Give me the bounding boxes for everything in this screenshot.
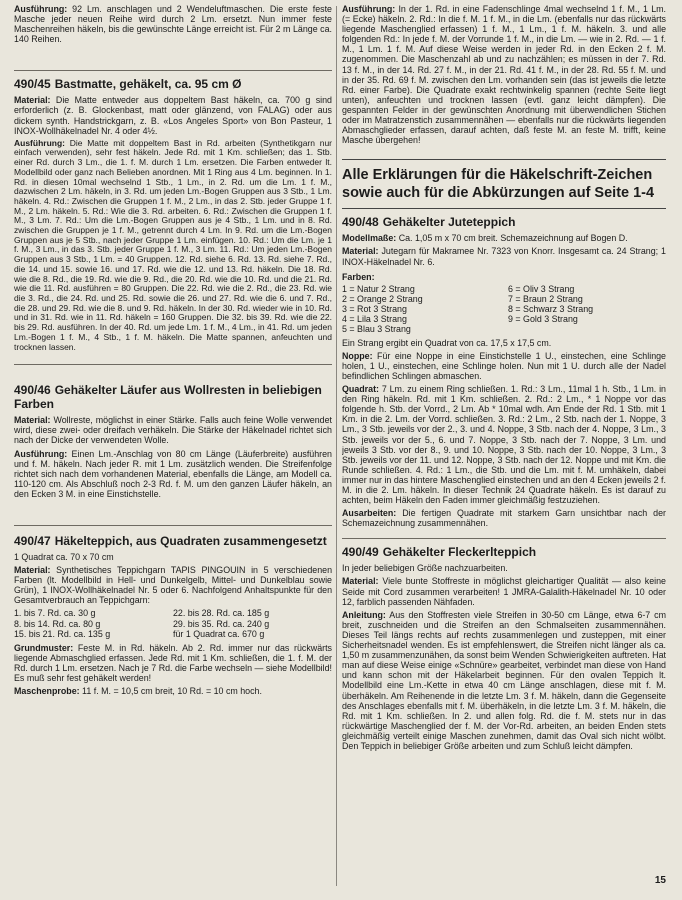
- section-title: Häkelteppich, aus Quadraten zusammengesetzt: [54, 533, 327, 548]
- lead-label: Ausführung:: [14, 4, 68, 14]
- column-divider: [336, 6, 337, 886]
- paragraph-text: Synthetisches Teppichgarn TAPIS PINGOUIN in 5 verschiedenen Farben (lt. Modellbild in Hell- und Dunkelgelb, Mittel- und Dunkelblau sowie Grün), 1 INOX-Wollhäkelnadel Nr. 5 oder 6. Nachfolgend Anhaltspunkte für den Gesamtverbrauch an Teppichgarn:: [14, 565, 332, 606]
- strand-note: Ein Strang ergibt ein Quadrat von ca. 17,5 x 17,5 cm.: [342, 337, 552, 348]
- section-heading: [14, 383, 332, 411]
- table-cell: 15. bis 21. Rd. ca. 135 g: [14, 628, 111, 639]
- lead-label: Ausführung:: [342, 4, 396, 14]
- material-paragraph: [342, 576, 666, 606]
- section-number: 490/46: [14, 383, 51, 398]
- material-paragraph: [14, 415, 332, 445]
- right-column: [342, 0, 666, 754]
- section-number: 490/47: [14, 533, 51, 548]
- lead-label: Ausarbeiten:: [342, 508, 397, 519]
- material-paragraph: [14, 565, 332, 605]
- lead-label: Farben:: [342, 271, 375, 282]
- paragraph-text: Viele bunte Stoffreste in möglichst gleichartiger Qualität — also keine Seide mit Cord zusammen verarbeiten! 1 JMRA-Galalith-Häkelnadel Nr. 10 oder 12, farblich passenden Nähfaden.: [342, 576, 666, 607]
- square-paragraph: [342, 384, 666, 505]
- section-heading: [342, 545, 666, 559]
- section-rule: [14, 70, 332, 71]
- material-paragraph: [342, 246, 666, 266]
- finishing-paragraph: [342, 508, 666, 528]
- list-item: 2 = Orange 2 Strang: [342, 293, 423, 304]
- section-number: 490/45: [14, 77, 51, 92]
- list-item: 4 = Lila 3 Strang: [342, 313, 407, 324]
- table-cell: 29. bis 35. Rd. ca. 240 g: [173, 618, 270, 629]
- section-490-48: [342, 215, 666, 528]
- section-heading: [342, 215, 666, 229]
- lead-label: Quadrat:: [342, 384, 379, 395]
- lead-label: Material:: [342, 246, 379, 257]
- left-top-paragraph: [14, 4, 332, 44]
- lead-label: Anleitung:: [342, 609, 386, 620]
- yarn-usage-table: [14, 608, 332, 639]
- list-item: 1 = Natur 2 Strang: [342, 283, 415, 294]
- table-cell: 22. bis 28. Rd. ca. 185 g: [173, 608, 270, 619]
- section-number: 490/49: [342, 545, 379, 560]
- lead-label: Material:: [14, 415, 51, 426]
- paragraph-text: 7 Lm. zu einem Ring schließen. 1. Rd.: 3 Lm., 11mal 1 h. Stb., 1 Lm. in den Ring häkeln. Rd. mit 1 Km. schließen. 2. Rd.: 2 Lm., * 1 Noppe vor das folgende h. Stb. der Vorrd., 2 Lm. Ab * 10mal wdh. Am Ende der Rd. 1 Stb. mit 1 Km. in die 2. Lm. der Vorrd. schließen. 3. Rd.: 2 Lm., 2 Stb. nach der 1. Noppe, 3 Lm., 3 Stb. jeweils vor der 2., 3. und 4. Noppe, 3 Stb. nach der 4. Noppe, 3 Lm., 3 Stb. jeweils vor der 5., 6. und 7. Noppe, 3 Stb. nach der 7. Noppe, 3 Lm. und jeweils 3 Stb. vor der 8., 9. und 10. Noppe, 3 Stb. nach der 10. Noppe, 3 Lm., 3 Stb. jeweils vor der 11. und 12. Noppe, 3 Stb. nach der 12. Noppe und mit Km. die Runde schließen. 4. Rd.: 1 Lm., die Stb. und die Lm. mit f. M. umhäkeln, dabei immer nur in das hintere Maschenglied einstechen und an den 4 Ecken jeweils 2 f. M. in die 2. Lm. häkeln. In dieser Technik 24 Quadrate häkeln. Es ist darauf zu achten, beim Häkeln den Faden immer gleichmäßig festzuziehen.: [342, 384, 666, 506]
- lead-label: Material:: [342, 576, 379, 587]
- section-rule: [14, 525, 332, 526]
- page-number: 15: [654, 875, 666, 886]
- right-top-paragraph: [342, 4, 666, 145]
- section-rule: [14, 364, 332, 365]
- dimensions-paragraph: [342, 233, 666, 243]
- bobble-paragraph: [342, 351, 666, 381]
- paragraph-text: Feste M. in Rd. häkeln. Ab 2. Rd. immer nur das rückwärts liegende Abmaschglied erfassen. Jede Rd. mit 1 Km. schließen, die 1. f. M. der Rd. durch 1 Lm. ersetzen. Nach je 7 Rd. die Farbe wechseln — siehe Modellbild! Es muß sehr fest gehäkelt werden!: [14, 643, 332, 684]
- section-490-47: [14, 534, 332, 697]
- left-column: [14, 0, 332, 700]
- list-item: 3 = Rot 3 Strang: [342, 303, 407, 314]
- table-cell: 1. bis 7. Rd. ca. 30 g: [14, 608, 96, 619]
- lead-label: Ausführung:: [14, 137, 65, 148]
- section-heading: [14, 77, 332, 91]
- paragraph-text: Für eine Noppe in eine Einstichstelle 1 U., einstechen, eine Schlinge holen, 1 U., einstechen, eine Schlinge holen. Nun mit 1 U. durch alle der Nadel befindlichen Schlingen abmaschen.: [342, 350, 666, 381]
- lead-label: Modellmaße:: [342, 233, 397, 244]
- list-item: 9 = Gold 3 Strang: [508, 313, 578, 324]
- paragraph-text: 11 f. M. = 10,5 cm breit, 10 Rd. = 10 cm hoch.: [79, 686, 262, 697]
- colors-list: [342, 284, 666, 334]
- list-item: 8 = Schwarz 3 Strang: [508, 303, 594, 314]
- instructions-paragraph: [342, 610, 666, 751]
- pattern-paragraph: [14, 643, 332, 683]
- paragraph-text: Die Matte entweder aus doppeltem Bast häkeln, ca. 700 g sind erforderlich (z. B. Glockenbast, matt oder glänzend, von FALAG) oder aus dickem synth. Handstrickgarn, z. B. «Los Angeles Sport» von Bon Pasteur, 1 INOX-Wollhäkelnadel Nr. 4 oder 4½.: [14, 95, 332, 136]
- table-cell: 8. bis 14. Rd. ca. 80 g: [14, 618, 101, 629]
- section-490-46: [14, 383, 332, 499]
- section-rule: [342, 208, 666, 209]
- list-item: 6 = Oliv 3 Strang: [508, 283, 575, 294]
- list-item: 7 = Braun 2 Strang: [508, 293, 583, 304]
- section-title: Gehäkelter Läufer aus Wollresten in beliebigen Farben: [14, 383, 322, 412]
- lead-label: Material:: [14, 565, 51, 576]
- instructions-paragraph: [14, 139, 332, 352]
- section-rule: [342, 538, 666, 539]
- section-title: Gehäkelter Fleckerlteppich: [382, 545, 537, 560]
- section-title: Gehäkelter Juteteppich: [382, 215, 516, 230]
- instructions-paragraph: [14, 449, 332, 499]
- paragraph-text: Jutegarn für Makramee Nr. 7323 von Knorr. Insgesamt ca. 24 Strang; 1 INOX-Häkelnadel Nr. 6.: [342, 246, 666, 267]
- material-paragraph: [14, 95, 332, 135]
- section-title: Bastmatte, gehäkelt, ca. 95 cm Ø: [54, 77, 242, 92]
- section-490-45: [14, 77, 332, 352]
- colors-label: [342, 272, 666, 282]
- list-item: 5 = Blau 3 Strang: [342, 323, 411, 334]
- reference-notice: Alle Erklärungen für die Häkelschrift-Zeichen sowie auch für die Abkürzungen auf Seite 1-4: [342, 167, 655, 202]
- lead-label: Material:: [14, 95, 51, 106]
- paragraph-text: In der 1. Rd. in eine Fadenschlinge 4mal wechselnd 1 f. M., 1 Lm. (= Ecke) häkeln. 2. Rd.: In die f. M. 1 f. M., in die Lm. (ebenfalls nur das rückwärts liegende Maschenglied erfassen) 1 f. M., 1 Lm., 1 f. M. häkeln. 3. und alle folgenden Rd.: In jede f. M. der Vorrunde 1 f. M., in die Lm. — wie in 2. Rd. — 1 f. M., 1 Lm. 1 f. M. Auf diese Weise werden in jeder Rd. in den Ecken 2 f. M. zugenommen. Die Maschenzahl ab und zu nachzählen; es müssen in der 7. Rd. 13 f. M., in der 14. Rd. 27 f. M., in der 21. Rd. 41 f. M., in der 28. Rd. 55 f. M. und in der 35. Rd. 69 f. M. zwischen den Lm. vorhanden sein (das ist jeweils die letzte Rd. einer Farbe). Die Quadrate exakt rechtwinkelig spannen (rechte Seite liegt unten), anfeuchten und trocknen lassen (evtl. ganz leicht dämpfen). Die gespannten Felder in der gewünschten Anordnung mit überwendlichen Stichen oder im Matratzenstich zusammennähen — ebenfalls nur die rückwärts liegenden Abmaschglieder erfassen, darauf achten, daß feste M. an feste M. trifft, keine Masche übergehen!: [342, 4, 666, 146]
- paragraph-text: Aus den Stoffresten viele Streifen in 30-50 cm Länge, etwa 6-7 cm breit, zuschneiden und die Streifen an den Schmalseiten zusammennähen. Dieses Teil längs rechts auf rechts zusammenlegen und zusteppen, mit einer Sicherheitsnadel wenden. Es ist empfehlenswert, die Streifen nicht länger als ca. 1,50 m zusammenzunähen, da sonst beim Wenden Schwierigkeiten auftreten. Hat man auf diese Weise einige «Schnüre» gearbeitet, verbindet man diese von Hand und kann schon mit der Häkelarbeit beginnen. Für den ovalen Teppich lt. Modellbild eine Lm.-Kette in etwa 40 cm Länge anschlagen, diese mit f. M. überhäkeln. Am Reihenende in die letzte Lm. 3 f. M. häkeln, dann die Gegenseite des Anschlages ebenfalls mit f. M. überhäkeln, in die letzte Lm. 3 f. M. häkeln, die Rd. mit 1 Km. schließen. In 2. und allen folg. Rd. die f. M. stets nur in das rückwärtige Maschenglied der f. M. der Vor-Rd. arbeiten, an beiden Enden stets gleichmäßig verteilt einige Maschen zunehmen, damit das Oval sich nicht wölbt. Den Teppich in beliebiger Größe arbeiten und zum Schluß leicht dämpfen.: [342, 609, 666, 751]
- paragraph-text: Wollreste, möglichst in einer Stärke. Falls auch feine Wolle verwendet wird, diese zwei- oder dreifach verhäkeln. Die Stärke der Häkelnadel richtet sich nach der Dicke der verwendeten Wolle.: [14, 415, 332, 446]
- section-heading: [14, 534, 332, 548]
- lead-label: Grundmuster:: [14, 643, 74, 654]
- section-rule: [342, 159, 666, 160]
- paragraph-text: Die fertigen Quadrate mit starkem Garn unsichtbar nach der Schemazeichnung zusammennähen.: [342, 508, 666, 529]
- section-number: 490/48: [342, 215, 379, 230]
- paragraph-text: Einen Lm.-Anschlag von 80 cm Länge (Läuferbreite) ausführen und f. M. häkeln. Nach jeder R. mit 1 Lm. zusätzlich wenden. Die Streifenfolge richtet sich nach dem vorhandenen Material, ebenfalls die Länge, am Modell ca. 110-120 cm. Als Abschluß noch 2-3 Rd. f. M. um den ganzen Läufer häkeln, an den Ecken 3 M. in eine Einstichstelle.: [14, 448, 332, 499]
- table-cell: für 1 Quadrat ca. 670 g: [173, 628, 265, 639]
- lead-label: Maschenprobe:: [14, 686, 80, 697]
- paragraph-text: Die Matte mit doppeltem Bast in Rd. arbeiten (Synthetikgarn nur einfach verwenden), sehr fest häkeln. Jede Rd. mit 1 Km. schließen; das 1. Stb. einer Rd. durch 3 Lm., die 1. f. M. durch 1 Lm. ersetzen. Die Farben entweder lt. Modellbild oder ganz nach Belieben anordnen. Mit 1 Ring aus 4 Lm. beginnen. In 1. Rd. in diesen 10mal wechselnd 1 Stb., 1 Lm., in 2. Rd. um die Lm. 1 f. M., dazwischen 2 Lm. häkeln, in 3. Rd. um jeden Lm.-Bogen Gruppen aus 3 Stb., 1 Lm. häkeln. 4. Rd.: Zwischen die Gruppen 1 f. M., 2 Lm., in das 2. Stb. jeder Gruppe 1 f. M., 2 Lm. häkeln. 5. Rd.: Wie die 3. Rd. arbeiten. 6. Rd.: Zwischen die Gruppen 1 f. M., 3 Lm. 7. Rd.: Um die Lm.-Bogen Gruppen aus je 4 Stb., 1 Lm. und in 8. Rd. zwischen die Gruppen je 1 f. M., getrennt durch 4 Lm. In 9. Rd. um die Lm.-Bogen Gruppen aus je 5 Stb., nach jeder Gruppe 1 Lm. einfügen. 10. Rd.: Um die Lm. je 1 f. M., 3 Lm., in das 3. Stb. jeder Gruppe 1 f. M., 3 Lm. 11. Rd.: Um jeden Lm.-Bogen Gruppen aus 3 Stb., 1 Lm. = 40 Gruppen. 12. Rd. siehe 6. Rd. 13. Rd. siehe 7. Rd., die 14. und 15. sowie 16. und 17. Rd. wie die 12. und 13. Rd. häkeln. Die 18. Rd. wie die 8. Rd., die 19. Rd. wie die 9. Rd., die 20. Rd. wie die 10. Rd. und die 21. Rd. wie die 11. Rd. ausführen = 80 Gruppen. Die 22. Rd. wie die 2. Rd., die 23. Rd. wie die 3. Rd., die 24. Rd. und 25. Rd. sowie die 26. und 27. Rd. wie die 6. und 7. Rd., die 28. und 29. Rd. wie die 8. und 9. Rd. häkeln. In der 30. Rd. wieder wie in 10. Rd. und in 31. Rd. wie in 11. Rd. häkeln = 160 Gruppen. Die 32. bis 39. Rd. wie die 22. bis 29. Rd. ausführen. In der 40. Rd. um jede Lm. 1 f. M., 4 Lm., in 41. Rd. um jeden Lm.-Bogen 1 f. M., 4 Stb., 1 f. M. häkeln. Die Matte spannen, anfeuchten und trocknen lassen.: [14, 137, 332, 352]
- lead-label: Ausführung:: [14, 448, 68, 459]
- size-line: 1 Quadrat ca. 70 x 70 cm: [14, 551, 114, 562]
- gauge-paragraph: [14, 686, 332, 696]
- section-490-49: [342, 545, 666, 751]
- intro-line: In jeder beliebigen Größe nachzuarbeiten.: [342, 563, 508, 574]
- lead-label: Noppe:: [342, 350, 373, 361]
- paragraph-text: Ca. 1,05 m x 70 cm breit. Schemazeichnung auf Bogen D.: [396, 233, 628, 244]
- paragraph-text: 92 Lm. anschlagen und 2 Wendeluftmaschen. Die erste feste Masche jeder neuen Reihe wird durch 2 Lm. ersetzt. Nun immer feste Maschenreihen häkeln, bis die gewünschte Länge erreicht ist. Für 2 m Länge ca. 140 Reihen.: [14, 4, 332, 45]
